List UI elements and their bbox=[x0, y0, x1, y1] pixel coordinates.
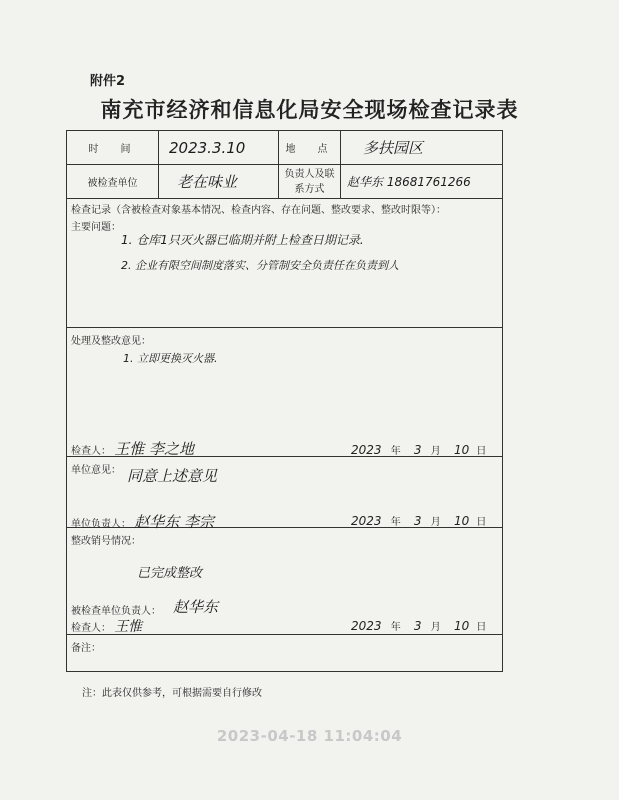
handling-label: 处理及整改意见： bbox=[71, 336, 151, 347]
closure-inspector-label: 检查人： bbox=[71, 623, 111, 634]
location-label: 地 点 bbox=[279, 131, 341, 165]
unit-label: 被检查单位 bbox=[67, 165, 159, 199]
contact-label bbox=[279, 165, 341, 199]
record-section bbox=[67, 199, 503, 328]
time-value: 2023.3.10 bbox=[159, 131, 279, 165]
attachment-label: 附件2 bbox=[90, 74, 126, 89]
unit-year-char: 年 bbox=[390, 517, 401, 528]
inspection-form bbox=[66, 130, 503, 672]
contact-label-line2: 系方式 bbox=[294, 183, 325, 195]
time-label: 时 间 bbox=[67, 131, 159, 165]
year-char: 年 bbox=[390, 446, 401, 457]
day-char: 日 bbox=[476, 446, 487, 457]
handling-item-1: 1. 立即更换灭火器. bbox=[123, 352, 218, 365]
unit-value: 老在味业 bbox=[159, 165, 279, 199]
closure-text: 已完成整改 bbox=[137, 566, 203, 581]
page-title: 南充市经济和信息化局安全现场检查记录表 bbox=[100, 97, 519, 122]
inspector-signature: 王惟 李之地 bbox=[114, 440, 194, 458]
handling-date bbox=[351, 442, 486, 457]
month-char: 月 bbox=[430, 446, 441, 457]
unit-leader-signature: 赵华东 李宗 bbox=[134, 513, 214, 531]
unit-month-char: 月 bbox=[430, 517, 441, 528]
unit-opinion-label: 单位意见： bbox=[71, 465, 121, 476]
unit-date-day: 10 bbox=[453, 514, 470, 528]
closure-date-month: 3 bbox=[413, 619, 422, 633]
handling-date-month: 3 bbox=[413, 443, 422, 457]
closure-year-char: 年 bbox=[390, 622, 401, 633]
contact-value: 赵华东 18681761266 bbox=[341, 165, 503, 199]
closure-date-day: 10 bbox=[453, 619, 470, 633]
issues-label: 主要问题： bbox=[71, 222, 121, 233]
unit-opinion-section bbox=[67, 457, 503, 531]
unit-day-char: 日 bbox=[476, 517, 487, 528]
unit-date-year: 2023 bbox=[351, 514, 382, 528]
unit-opinion-text: 同意上述意见 bbox=[127, 467, 218, 485]
remarks-section bbox=[67, 635, 503, 672]
remarks-label: 备注： bbox=[71, 643, 101, 654]
closure-inspector-signature: 王惟 bbox=[114, 619, 143, 635]
closure-month-char: 月 bbox=[430, 622, 441, 633]
closure-day-char: 日 bbox=[476, 622, 487, 633]
closure-label: 整改销号情况： bbox=[71, 536, 141, 547]
closure-unit-leader-label: 被检查单位负责人： bbox=[71, 606, 161, 617]
handling-date-year: 2023 bbox=[351, 443, 382, 457]
scan-timestamp: 2023-04-18 11:04:04 bbox=[216, 727, 403, 745]
issue-1: 1. 仓库1只灭火器已临期并附上检查日期记录. bbox=[121, 233, 364, 247]
footnote: 注：此表仅供参考，可根据需要自行修改 bbox=[82, 688, 262, 699]
closure-section bbox=[67, 528, 503, 635]
unit-leader-label: 单位负责人： bbox=[71, 519, 131, 530]
location-value: 多扶园区 bbox=[341, 131, 503, 165]
contact-label-line1: 负责人及联 bbox=[284, 168, 335, 180]
handling-section bbox=[67, 328, 503, 457]
closure-date-year: 2023 bbox=[351, 619, 382, 633]
closure-leader-signature: 赵华东 bbox=[173, 598, 219, 616]
closure-inspector-line bbox=[71, 616, 142, 636]
unit-date-month: 3 bbox=[413, 514, 422, 528]
inspector-label: 检查人： bbox=[71, 446, 111, 457]
unit-opinion-date bbox=[351, 513, 486, 528]
record-header: 检查记录（含被检查对象基本情况、检查内容、存在问题、整改要求、整改时限等）： bbox=[71, 205, 446, 216]
closure-date bbox=[351, 618, 486, 633]
issue-2: 2. 企业有限空间制度落实、分管制安全负责任在负责到人 bbox=[121, 259, 399, 272]
handling-date-day: 10 bbox=[453, 443, 470, 457]
